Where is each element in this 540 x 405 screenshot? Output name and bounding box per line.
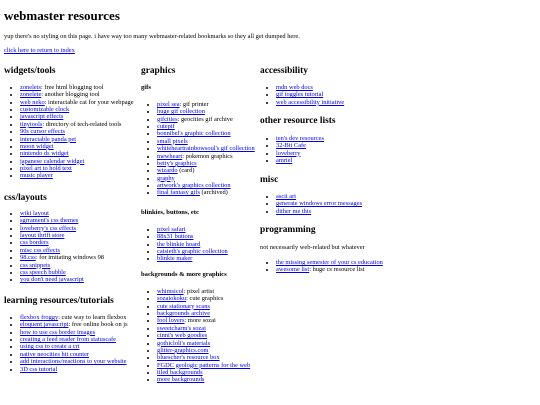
resource-link[interactable]: wiki layout	[20, 210, 49, 217]
resource-description: : pokemon graphics	[182, 152, 233, 160]
resource-description: : cute graphics	[186, 295, 224, 303]
resource-link[interactable]: web accessibility initiative	[276, 98, 345, 106]
list-item	[20, 247, 160, 254]
resource-link[interactable]: css borders	[20, 239, 49, 247]
list-item	[20, 99, 160, 106]
resource-link[interactable]: bonnibel's graphic collection	[157, 130, 231, 138]
list-item	[20, 217, 160, 224]
list-item	[20, 84, 160, 91]
list-item	[20, 321, 160, 328]
resource-link[interactable]: cinni's web goodies	[157, 332, 208, 340]
resource-link[interactable]: dither me this	[276, 207, 312, 215]
list-item	[20, 329, 160, 336]
list-item	[20, 336, 160, 343]
list-item	[20, 165, 160, 172]
page-title: webmaster resources	[4, 8, 120, 23]
list-item	[20, 358, 160, 365]
resource-link[interactable]: misc css effects	[20, 246, 60, 254]
list-item	[20, 232, 160, 239]
resource-link[interactable]: artwork's graphics collection	[157, 181, 231, 189]
resource-link[interactable]: gothicloli's materials	[157, 339, 211, 347]
list-item	[20, 225, 160, 232]
resource-link[interactable]: loveberry	[276, 149, 301, 157]
resource-link[interactable]: more backgrounds	[157, 376, 205, 384]
resource-link[interactable]: zonelete	[20, 91, 42, 99]
learning-heading: learning resources/tutorials	[4, 296, 114, 306]
resource-description: : for imitating windows 98	[35, 254, 104, 262]
list-item	[157, 303, 282, 310]
resource-link[interactable]: ascii art	[276, 193, 297, 200]
resource-link[interactable]: sweetcharm's sozai	[157, 324, 206, 332]
resource-link[interactable]: you don't need javascript	[20, 276, 84, 284]
learning-list	[4, 314, 160, 373]
resource-link[interactable]: whimsicol	[157, 288, 184, 295]
list-item	[157, 108, 282, 115]
resource-description: : free online book on js	[68, 321, 128, 329]
resource-link[interactable]: 98.css	[20, 254, 36, 262]
list-item	[20, 262, 160, 269]
resource-link[interactable]: pixel sea	[157, 101, 180, 108]
resource-description: : interactable cat for your webpage	[44, 98, 134, 106]
resource-link[interactable]: nintendo ds widget	[20, 150, 69, 158]
list-item	[157, 340, 282, 347]
resource-link[interactable]: glitter-graphics.com	[157, 346, 209, 354]
list-item	[20, 172, 160, 179]
list-item	[276, 266, 540, 273]
resource-link[interactable]: cute stationary scans	[157, 302, 210, 310]
list-item	[276, 193, 540, 200]
css-list	[4, 210, 160, 284]
resource-description: : more sozai	[184, 317, 216, 325]
list-item	[276, 200, 540, 207]
list-item	[157, 295, 282, 302]
blinkies-subheading: blinkies, buttons, etc	[141, 209, 199, 216]
resource-link[interactable]: whiteheartrainbowsoul's gif collection	[157, 145, 255, 153]
resource-link[interactable]: layout thrift store	[20, 232, 65, 240]
resource-link[interactable]: small pixels	[157, 137, 188, 145]
resource-link[interactable]: zonelets	[20, 84, 41, 91]
resource-description: (archived)	[199, 189, 228, 197]
resource-link[interactable]: fool lovers	[157, 317, 185, 325]
resource-link[interactable]: javascript effects	[20, 113, 64, 121]
resource-link[interactable]: 32-Bit Cafe	[276, 142, 306, 150]
list-item	[157, 376, 282, 383]
css-heading: css/layouts	[4, 193, 47, 203]
backgrounds-list	[141, 288, 282, 384]
resource-link[interactable]: tinytools	[20, 120, 43, 128]
list-item	[276, 91, 540, 98]
list-item	[157, 317, 282, 324]
resource-link[interactable]: 88x31 buttons	[157, 233, 194, 241]
resource-link[interactable]: gif toggles tutorial	[276, 91, 324, 99]
list-item	[157, 369, 282, 376]
list-item	[20, 136, 160, 143]
resource-link[interactable]: mdn web docs	[276, 84, 313, 91]
list-item	[276, 208, 540, 215]
list-item	[20, 128, 160, 135]
resource-description: (card)	[177, 167, 195, 175]
resource-link[interactable]: the missing semester of your cs education	[276, 259, 383, 266]
list-item	[20, 314, 160, 321]
list-item	[157, 347, 282, 354]
resource-link[interactable]: betty's graphics	[157, 159, 197, 167]
resource-link[interactable]: creating a feed reader from statuscafe	[20, 336, 116, 344]
list-item	[157, 362, 282, 369]
resource-link[interactable]: 3D css tutorial	[20, 365, 58, 373]
resource-description: : geocities gif archive	[177, 115, 233, 123]
resource-link[interactable]: sgrrament's css themes	[20, 217, 79, 225]
resource-link[interactable]: backgrounds archive	[157, 310, 211, 318]
list-item	[276, 157, 540, 164]
resource-description: : gif printer	[179, 101, 209, 108]
widgets-list	[4, 84, 160, 180]
resource-description: : pixel artist	[183, 288, 215, 295]
resource-link[interactable]: flexbox froggy	[20, 314, 59, 321]
resource-link[interactable]: loveberry's css effects	[20, 224, 77, 232]
resource-link[interactable]: tiled backgrounds	[157, 368, 203, 376]
resource-link[interactable]: add interactions/reactions to your website	[20, 358, 127, 366]
list-item	[20, 106, 160, 113]
gifs-subheading: gifs	[141, 84, 151, 91]
resource-link[interactable]: cutepif	[157, 123, 175, 131]
other-lists-heading: other resource lists	[260, 116, 336, 126]
list-item	[20, 91, 160, 98]
programming-heading: programming	[260, 225, 316, 235]
resource-link[interactable]: eloquent javascript	[20, 321, 69, 329]
list-item	[20, 239, 160, 246]
intro-text: yup there's no styling on this page. i have way too many webmaster-related bookmarks so they all get dumped here.	[4, 33, 300, 40]
accessibility-list	[260, 84, 540, 106]
list-item	[157, 354, 282, 361]
list-item	[20, 158, 160, 165]
list-item	[20, 210, 160, 217]
list-item	[20, 254, 160, 261]
programming-list	[260, 259, 540, 274]
resource-link[interactable]: ten's dev resources	[276, 135, 324, 142]
resource-link[interactable]: music player	[20, 172, 53, 180]
resource-link[interactable]: japanese calendar widget	[20, 157, 85, 165]
list-item	[157, 288, 282, 295]
resource-link[interactable]: mewheart	[157, 152, 183, 160]
resource-link[interactable]: wizardo	[157, 167, 178, 175]
list-item	[157, 332, 282, 339]
list-item	[20, 121, 160, 128]
list-item	[276, 259, 540, 266]
list-item	[20, 276, 160, 283]
resource-link[interactable]: css speech bubble	[20, 268, 66, 276]
resource-link[interactable]: how to use css border images	[20, 328, 96, 336]
resource-link[interactable]: web neko	[20, 98, 45, 106]
resource-link[interactable]: generate windows error messages	[276, 200, 363, 208]
list-item	[276, 99, 540, 106]
resource-description: : free html blogging tool	[40, 84, 104, 91]
resource-link[interactable]: bluescher's resource box	[157, 354, 220, 362]
widgets-heading: widgets/tools	[4, 66, 56, 76]
list-item	[20, 150, 160, 157]
resource-link[interactable]: using css to create a crt	[20, 343, 80, 351]
list-item	[276, 84, 540, 91]
resource-link[interactable]: awesome list	[276, 266, 310, 274]
list-item	[20, 269, 160, 276]
resource-link[interactable]: graphy	[157, 174, 175, 182]
resource-link[interactable]: catsieth's graphic collection	[157, 248, 228, 256]
resource-link[interactable]: customizable clock	[20, 106, 70, 114]
list-item	[20, 366, 160, 373]
other-lists-list	[260, 135, 540, 164]
resource-link[interactable]: the blinkie hoard	[157, 240, 201, 248]
list-item	[20, 113, 160, 120]
resource-link[interactable]: pixel art to hold text	[20, 164, 72, 172]
list-item	[157, 167, 282, 174]
list-item	[20, 143, 160, 150]
resource-link[interactable]: FGDC geologic patterns for the web	[157, 361, 251, 369]
resource-link[interactable]: moon widget	[20, 142, 54, 150]
resource-link[interactable]: final fantasy gifs	[157, 189, 200, 197]
backgrounds-subheading: backgrounds & more graphics	[141, 271, 227, 278]
resource-link[interactable]: 90s cursor effects	[20, 128, 65, 136]
list-item	[20, 351, 160, 358]
resource-link[interactable]: sozaiokoku	[157, 295, 187, 303]
resource-description: : cute way to learn flexbox	[58, 314, 127, 321]
list-item	[157, 325, 282, 332]
resource-link[interactable]: native neocities hit counter	[20, 350, 90, 358]
accessibility-heading: accessibility	[260, 66, 308, 76]
resource-link[interactable]: gifcities	[157, 115, 178, 123]
graphics-heading: graphics	[141, 66, 176, 76]
page-header	[4, 9, 534, 24]
resource-link[interactable]: blinkie maker	[157, 255, 193, 263]
resource-link[interactable]: amriel	[276, 157, 293, 165]
resource-link[interactable]: css snippets	[20, 261, 51, 269]
misc-list	[260, 193, 540, 215]
resource-description: : another blogging tool	[41, 91, 100, 99]
resource-description: : huge cs resource list	[309, 266, 365, 274]
programming-note: not necessarily web-related but whatever	[260, 244, 365, 251]
misc-heading: misc	[260, 175, 279, 185]
resource-link[interactable]: huge gif collection	[157, 108, 205, 116]
list-item	[276, 135, 540, 142]
back-to-index-link[interactable]: click here to return to index	[4, 47, 75, 54]
list-item	[157, 310, 282, 317]
resource-link[interactable]: interactable panda pet	[20, 135, 77, 143]
list-item	[276, 142, 540, 149]
resource-link[interactable]: pixel safari	[157, 226, 186, 233]
list-item	[276, 150, 540, 157]
list-item	[20, 343, 160, 350]
resource-description: : directory of tech-related tools	[42, 120, 122, 128]
